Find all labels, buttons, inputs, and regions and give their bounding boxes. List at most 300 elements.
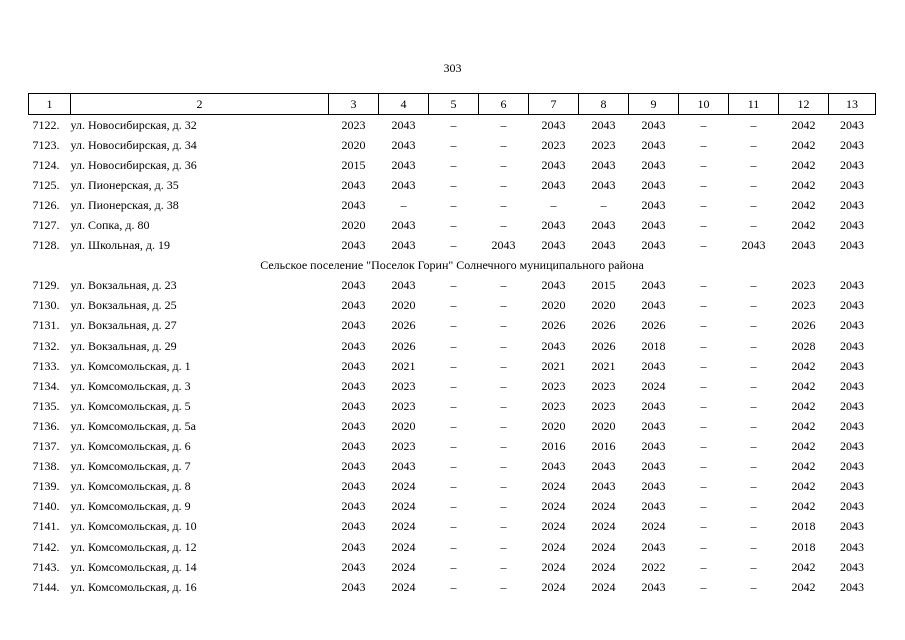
address-cell: ул. Вокзальная, д. 29 (70, 338, 177, 353)
year-cell: – (450, 137, 457, 152)
year-cell: 2043 (341, 439, 366, 454)
year-cell: 2043 (591, 177, 616, 192)
row-number: 7124. (32, 157, 60, 172)
year-cell: – (700, 418, 707, 433)
column-header: 12 (779, 94, 829, 115)
year-cell: 2043 (541, 238, 566, 253)
year-cell: 2043 (840, 398, 864, 413)
year-cell: 2042 (791, 439, 816, 454)
year-cell: 2043 (641, 539, 666, 554)
year-cell: 2043 (641, 177, 666, 192)
row-number: 7133. (32, 358, 60, 373)
year-cell: – (750, 298, 757, 313)
year-cell: – (700, 439, 707, 454)
row-number: 7127. (32, 218, 60, 233)
year-cell: 2024 (391, 539, 416, 554)
address-cell: ул. Комсомольская, д. 6 (70, 439, 191, 454)
table-row (29, 155, 876, 175)
year-cell: 2043 (341, 539, 366, 554)
column-header: 3 (329, 94, 379, 115)
row-number: 7137. (32, 439, 60, 454)
year-cell: – (500, 318, 507, 333)
year-cell: 2043 (641, 298, 666, 313)
row-number: 7128. (32, 238, 60, 253)
year-cell: 2043 (541, 278, 566, 293)
year-cell: 2043 (591, 238, 616, 253)
column-header: 11 (729, 94, 779, 115)
year-cell: 2023 (591, 137, 616, 152)
year-cell: 2021 (591, 358, 616, 373)
year-cell: 2018 (791, 519, 816, 534)
column-header: 4 (379, 94, 429, 115)
year-cell: 2042 (791, 177, 816, 192)
table-row (29, 215, 876, 235)
year-cell: 2042 (791, 197, 816, 212)
year-cell: 2043 (840, 418, 864, 433)
year-cell: – (750, 157, 757, 172)
year-cell: 2024 (391, 499, 416, 514)
year-cell: – (500, 278, 507, 293)
year-cell: 2043 (641, 499, 666, 514)
year-cell: – (500, 479, 507, 494)
year-cell: 2043 (840, 157, 864, 172)
year-cell: 2043 (641, 439, 666, 454)
table-row (29, 276, 876, 296)
year-cell: 2043 (641, 398, 666, 413)
year-cell: – (550, 197, 557, 212)
year-cell: – (700, 539, 707, 554)
table-row (29, 517, 876, 537)
year-cell: 2043 (591, 479, 616, 494)
year-cell: 2024 (641, 519, 666, 534)
header-row (29, 94, 876, 115)
table-row (29, 396, 876, 416)
year-cell: – (500, 137, 507, 152)
address-cell: ул. Комсомольская, д. 7 (70, 459, 191, 474)
year-cell: 2043 (341, 559, 366, 574)
year-cell: – (700, 238, 707, 253)
address-cell: ул. Комсомольская, д. 3 (70, 378, 191, 393)
year-cell: 2042 (791, 398, 816, 413)
table-row (29, 557, 876, 577)
year-cell: 2043 (741, 238, 766, 253)
year-cell: – (750, 218, 757, 233)
row-number: 7123. (32, 137, 60, 152)
year-cell: – (700, 499, 707, 514)
table-row (29, 457, 876, 477)
table-row (29, 376, 876, 396)
year-cell: – (750, 318, 757, 333)
year-cell: 2043 (840, 137, 864, 152)
year-cell: – (600, 197, 607, 212)
year-cell: – (700, 177, 707, 192)
year-cell: 2023 (391, 398, 416, 413)
year-cell: – (450, 418, 457, 433)
year-cell: 2018 (641, 338, 666, 353)
address-cell: ул. Комсомольская, д. 5 (70, 398, 191, 413)
year-cell: 2043 (641, 137, 666, 152)
year-cell: 2043 (641, 218, 666, 233)
year-cell: 2043 (341, 499, 366, 514)
year-cell: – (500, 539, 507, 554)
year-cell: – (500, 117, 507, 132)
year-cell: 2043 (840, 519, 864, 534)
year-cell: – (750, 559, 757, 574)
year-cell: 2021 (391, 358, 416, 373)
year-cell: 2043 (791, 238, 816, 253)
year-cell: 2043 (541, 157, 566, 172)
year-cell: 2023 (391, 439, 416, 454)
year-cell: – (450, 197, 457, 212)
year-cell: 2024 (391, 579, 416, 594)
year-cell: 2021 (541, 358, 566, 373)
year-cell: 2024 (541, 539, 566, 554)
address-cell: ул. Вокзальная, д. 27 (70, 318, 177, 333)
column-header: 6 (479, 94, 529, 115)
year-cell: 2024 (541, 479, 566, 494)
year-cell: 2042 (791, 157, 816, 172)
year-cell: 2020 (591, 418, 616, 433)
year-cell: 2043 (391, 157, 416, 172)
year-cell: 2026 (641, 318, 666, 333)
address-cell: ул. Комсомольская, д. 12 (70, 539, 197, 554)
year-cell: – (750, 418, 757, 433)
address-cell: ул. Комсомольская, д. 14 (70, 559, 197, 574)
year-cell: 2043 (541, 218, 566, 233)
year-cell: – (500, 459, 507, 474)
year-cell: – (750, 197, 757, 212)
year-cell: 2015 (591, 278, 616, 293)
year-cell: 2043 (391, 177, 416, 192)
year-cell: 2043 (840, 238, 864, 253)
year-cell: – (500, 398, 507, 413)
row-number: 7122. (32, 117, 60, 132)
year-cell: – (500, 519, 507, 534)
year-cell: 2043 (840, 278, 864, 293)
year-cell: 2043 (341, 358, 366, 373)
address-cell: ул. Комсомольская, д. 1 (70, 358, 191, 373)
year-cell: 2043 (391, 278, 416, 293)
year-cell: – (500, 358, 507, 373)
address-cell: ул. Вокзальная, д. 25 (70, 298, 177, 313)
year-cell: 2026 (391, 338, 416, 353)
row-number: 7132. (32, 338, 60, 353)
table-row (29, 236, 876, 256)
year-cell: – (500, 298, 507, 313)
row-number: 7143. (32, 559, 60, 574)
table-row (29, 316, 876, 336)
year-cell: – (700, 459, 707, 474)
year-cell: 2024 (391, 559, 416, 574)
year-cell: 2023 (791, 278, 816, 293)
table-row (29, 577, 876, 597)
year-cell: – (700, 479, 707, 494)
year-cell: – (700, 137, 707, 152)
year-cell: 2020 (391, 418, 416, 433)
year-cell: 2015 (341, 157, 366, 172)
year-cell: 2024 (541, 579, 566, 594)
table-row (29, 336, 876, 356)
year-cell: 2023 (541, 398, 566, 413)
row-number: 7135. (32, 398, 60, 413)
year-cell: – (700, 378, 707, 393)
year-cell: – (700, 218, 707, 233)
row-number: 7134. (32, 378, 60, 393)
year-cell: – (750, 499, 757, 514)
year-cell: 2024 (641, 378, 666, 393)
row-number: 7129. (32, 278, 60, 293)
year-cell: – (750, 177, 757, 192)
year-cell: 2016 (591, 439, 616, 454)
year-cell: – (450, 298, 457, 313)
year-cell: 2043 (840, 539, 864, 554)
year-cell: 2043 (840, 177, 864, 192)
year-cell: 2024 (591, 559, 616, 574)
year-cell: 2043 (840, 378, 864, 393)
year-cell: 2042 (791, 117, 816, 132)
year-cell: 2043 (840, 358, 864, 373)
year-cell: – (500, 579, 507, 594)
year-cell: – (450, 559, 457, 574)
column-header: 5 (429, 94, 479, 115)
row-number: 7126. (32, 197, 60, 212)
year-cell: 2020 (541, 418, 566, 433)
year-cell: – (500, 177, 507, 192)
table-row (29, 477, 876, 497)
year-cell: – (450, 459, 457, 474)
table-body (29, 115, 876, 598)
year-cell: 2043 (840, 559, 864, 574)
year-cell: – (750, 439, 757, 454)
year-cell: 2043 (840, 197, 864, 212)
year-cell: 2042 (791, 137, 816, 152)
row-number: 7138. (32, 459, 60, 474)
year-cell: 2042 (791, 378, 816, 393)
year-cell: – (500, 499, 507, 514)
year-cell: 2024 (391, 519, 416, 534)
year-cell: – (700, 157, 707, 172)
address-cell: ул. Сопка, д. 80 (70, 218, 150, 233)
year-cell: – (450, 499, 457, 514)
data-table (28, 93, 876, 597)
year-cell: 2024 (391, 479, 416, 494)
year-cell: – (450, 519, 457, 534)
year-cell: 2042 (791, 218, 816, 233)
year-cell: – (750, 479, 757, 494)
year-cell: 2028 (791, 338, 816, 353)
year-cell: – (450, 358, 457, 373)
year-cell: 2043 (541, 459, 566, 474)
year-cell: – (500, 338, 507, 353)
year-cell: 2042 (791, 479, 816, 494)
year-cell: – (700, 358, 707, 373)
address-cell: ул. Новосибирская, д. 34 (70, 137, 197, 152)
year-cell: – (500, 559, 507, 574)
year-cell: – (700, 117, 707, 132)
year-cell: 2043 (591, 459, 616, 474)
year-cell: 2043 (840, 117, 864, 132)
year-cell: 2020 (541, 298, 566, 313)
year-cell: – (700, 318, 707, 333)
year-cell: – (750, 519, 757, 534)
year-cell: – (700, 338, 707, 353)
year-cell: 2043 (341, 519, 366, 534)
year-cell: 2026 (591, 338, 616, 353)
table-row (29, 356, 876, 376)
year-cell: 2043 (341, 318, 366, 333)
year-cell: 2043 (341, 459, 366, 474)
row-number: 7139. (32, 479, 60, 494)
row-number: 7141. (32, 519, 60, 534)
address-cell: ул. Комсомольская, д. 16 (70, 579, 197, 594)
year-cell: 2024 (541, 499, 566, 514)
year-cell: – (750, 117, 757, 132)
year-cell: – (750, 137, 757, 152)
year-cell: 2043 (341, 197, 366, 212)
year-cell: 2022 (641, 559, 666, 574)
year-cell: 2043 (840, 439, 864, 454)
year-cell: – (750, 378, 757, 393)
year-cell: – (400, 197, 407, 212)
year-cell: 2043 (391, 238, 416, 253)
year-cell: 2024 (591, 499, 616, 514)
row-number: 7140. (32, 499, 60, 514)
year-cell: 2026 (791, 318, 816, 333)
year-cell: – (450, 238, 457, 253)
year-cell: 2043 (840, 318, 864, 333)
year-cell: – (450, 579, 457, 594)
address-cell: ул. Комсомольская, д. 10 (70, 519, 197, 534)
column-header: 1 (29, 94, 71, 115)
year-cell: – (750, 579, 757, 594)
year-cell: 2023 (341, 117, 366, 132)
year-cell: 2020 (341, 137, 366, 152)
year-cell: – (450, 398, 457, 413)
year-cell: – (750, 459, 757, 474)
year-cell: 2043 (391, 459, 416, 474)
row-number: 7142. (32, 539, 60, 554)
year-cell: 2043 (341, 378, 366, 393)
year-cell: 2020 (591, 298, 616, 313)
year-cell: 2043 (391, 137, 416, 152)
year-cell: 2024 (541, 519, 566, 534)
year-cell: – (450, 218, 457, 233)
year-cell: – (500, 418, 507, 433)
year-cell: 2043 (341, 398, 366, 413)
year-cell: 2043 (840, 499, 864, 514)
year-cell: 2043 (641, 358, 666, 373)
year-cell: 2043 (641, 459, 666, 474)
year-cell: 2043 (391, 218, 416, 233)
table-row (29, 437, 876, 457)
year-cell: 2024 (591, 579, 616, 594)
address-cell: ул. Новосибирская, д. 36 (70, 157, 197, 172)
year-cell: 2043 (341, 579, 366, 594)
year-cell: – (450, 439, 457, 454)
year-cell: 2016 (541, 439, 566, 454)
column-header: 7 (529, 94, 579, 115)
year-cell: 2043 (591, 157, 616, 172)
year-cell: – (500, 439, 507, 454)
table-row (29, 296, 876, 316)
year-cell: 2043 (641, 479, 666, 494)
year-cell: 2043 (641, 418, 666, 433)
year-cell: 2023 (391, 378, 416, 393)
year-cell: 2024 (591, 519, 616, 534)
row-number: 7144. (32, 579, 60, 594)
year-cell: 2043 (840, 218, 864, 233)
table-row (29, 537, 876, 557)
year-cell: – (450, 318, 457, 333)
table-row (29, 175, 876, 195)
year-cell: – (750, 358, 757, 373)
year-cell: 2043 (341, 418, 366, 433)
year-cell: – (700, 278, 707, 293)
year-cell: – (450, 479, 457, 494)
year-cell: 2043 (591, 117, 616, 132)
column-header: 2 (71, 94, 329, 115)
year-cell: 2024 (591, 539, 616, 554)
address-cell: ул. Школьная, д. 19 (70, 238, 170, 253)
year-cell: – (450, 338, 457, 353)
year-cell: – (450, 539, 457, 554)
address-cell: ул. Пионерская, д. 38 (70, 197, 179, 212)
year-cell: 2043 (840, 479, 864, 494)
address-cell: ул. Вокзальная, д. 23 (70, 278, 177, 293)
year-cell: – (450, 157, 457, 172)
year-cell: 2020 (391, 298, 416, 313)
column-header: 10 (679, 94, 729, 115)
table-row (29, 115, 876, 136)
table-row (29, 497, 876, 517)
year-cell: 2043 (641, 579, 666, 594)
year-cell: – (450, 278, 457, 293)
year-cell: 2023 (791, 298, 816, 313)
year-cell: – (750, 539, 757, 554)
year-cell: 2023 (541, 137, 566, 152)
year-cell: 2023 (541, 378, 566, 393)
year-cell: 2042 (791, 559, 816, 574)
year-cell: 2043 (840, 459, 864, 474)
column-header: 13 (829, 94, 876, 115)
year-cell: 2043 (641, 197, 666, 212)
year-cell: – (750, 338, 757, 353)
year-cell: 2043 (341, 338, 366, 353)
row-number: 7131. (32, 318, 60, 333)
address-cell: ул. Новосибирская, д. 32 (70, 117, 197, 132)
year-cell: – (700, 398, 707, 413)
table-row (29, 195, 876, 215)
year-cell: – (700, 197, 707, 212)
page-number: 303 (443, 61, 462, 75)
year-cell: 2042 (791, 579, 816, 594)
year-cell: – (700, 519, 707, 534)
year-cell: 2043 (591, 218, 616, 233)
year-cell: – (450, 378, 457, 393)
year-cell: 2042 (791, 459, 816, 474)
year-cell: 2018 (791, 539, 816, 554)
address-cell: ул. Комсомольская, д. 5а (70, 418, 196, 433)
section-row (29, 256, 876, 276)
year-cell: 2043 (641, 157, 666, 172)
year-cell: 2042 (791, 499, 816, 514)
year-cell: 2043 (341, 238, 366, 253)
year-cell: 2043 (491, 238, 516, 253)
year-cell: – (450, 117, 457, 132)
address-cell: ул. Комсомольская, д. 9 (70, 499, 191, 514)
table-row (29, 416, 876, 436)
year-cell: – (500, 218, 507, 233)
